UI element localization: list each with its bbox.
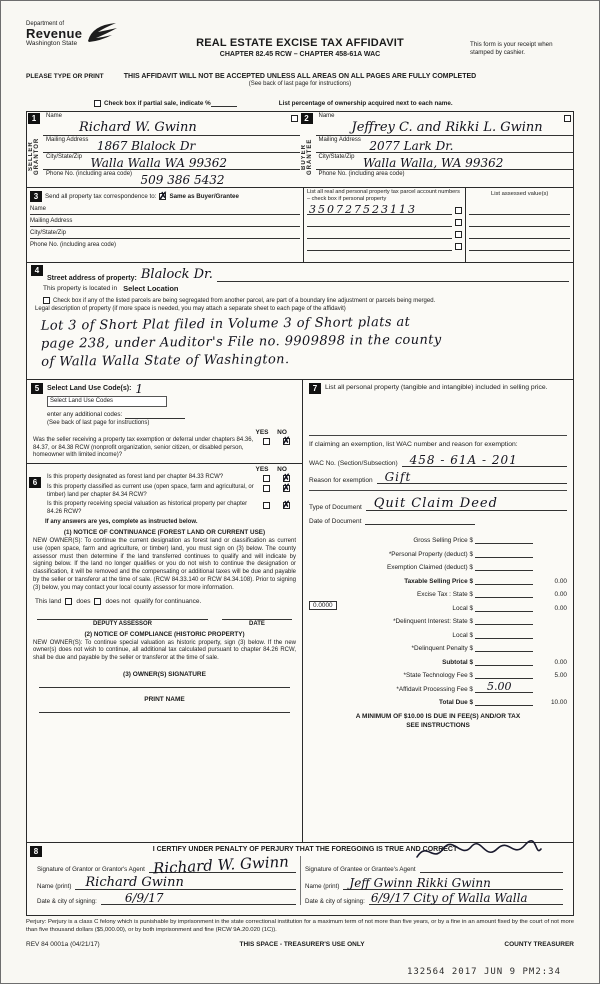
grantor-name-print-label: Name (print) (37, 883, 72, 890)
assessed-input-line-3[interactable] (469, 228, 570, 239)
grantee-name-line[interactable] (343, 876, 563, 890)
dept-line3: Washington State (26, 40, 78, 47)
fee-label: *State Technology Fee $ (403, 672, 473, 680)
section6-yesno-header (31, 466, 298, 473)
grantor-name-value: Richard Gwinn (85, 875, 184, 890)
legal-line-1: Lot 3 of Short Plat filed in Volume 3 of Short plats at (40, 314, 411, 334)
street-address-value: Blalock Dr. (140, 267, 213, 282)
fee-value: 0.00 (554, 577, 567, 585)
wac-row (309, 450, 567, 467)
additional-codes-line[interactable] (125, 411, 185, 419)
fee-value: 0.00 (554, 658, 567, 666)
current-use-question: Is this property classified as current use (open space, farm and agricultural, or timber) land per chapter 84.34 RCW? (47, 484, 254, 498)
doc-type-value: Quit Claim Deed (373, 495, 498, 511)
grantee-signature-label: Signature of Grantee or Grantee's Agent (305, 866, 416, 873)
deputy-assessor-label: DEPUTY ASSESSOR (37, 619, 208, 627)
segregated-label: Check box if any of the listed parcels are being segregated from another parcel, are part of a boundary line adjustment or parcels being merged. (53, 297, 436, 304)
fee-label: Gross Selling Price $ (413, 537, 473, 545)
fee-amount-line[interactable] (475, 533, 533, 544)
county-treasurer-label: COUNTY TREASURER (504, 940, 574, 948)
grantee-name-row (305, 873, 563, 890)
buyer-csz-label: City/State/Zip (318, 154, 355, 160)
fee-row-affidavit-processing-fee (309, 679, 567, 693)
print-name-line[interactable] (39, 703, 290, 713)
street-address-line[interactable] (217, 268, 569, 282)
fee-row-personal-property (309, 544, 567, 558)
check-mark: ✗ (158, 190, 168, 202)
same-as-buyer-label: Same as Buyer/Grantee (169, 193, 239, 200)
grantor-name-line[interactable] (75, 876, 296, 890)
form-header (26, 17, 574, 73)
acceptance-warning: THIS AFFIDAVIT WILL NOT BE ACCEPTED UNLESS ALL AREAS ON ALL PAGES ARE FULLY COMPLETED (123, 73, 477, 80)
buyer-address-row (316, 136, 574, 153)
seller-box (26, 111, 301, 188)
historic-row (31, 500, 298, 517)
grantor-date-row (37, 890, 296, 905)
seller-csz-label: City/State/Zip (46, 154, 83, 160)
parcel-numbers-header: List all real and personal property tax parcel account numbers – check box if personal property (306, 189, 460, 202)
does-not-label: does not (105, 597, 131, 605)
buyer-address-value: 2077 Lark Dr. (369, 139, 454, 153)
check-mark: ✗ (282, 435, 291, 447)
section3-badge: 3 (30, 191, 42, 202)
buyer-phone-row (316, 170, 574, 187)
seller-name-value: Richard W. Gwinn (79, 120, 197, 135)
left-column (27, 380, 302, 842)
fee-value: 0.00 (554, 591, 567, 599)
check-mark: ✗ (282, 472, 291, 484)
legal-description-value (31, 313, 570, 373)
receipt-note: This form is your receipt when stamped by cashier. (470, 41, 553, 57)
fee-label: Local $ (452, 604, 473, 612)
seller-side-label: SELLER GRANTOR (28, 137, 40, 176)
grantee-date-line[interactable] (369, 891, 563, 905)
current-use-row (31, 483, 298, 500)
section5-badge: 5 (31, 383, 43, 394)
certify-statement: I CERTIFY UNDER PENALTY OF PERJURY THAT THE FOREGOING IS TRUE AND CORRECT (152, 846, 458, 853)
section6-badge: 6 (29, 477, 41, 488)
see-back-note: (See back of last page for instructions) (248, 81, 352, 87)
section5-see-back: (See back of last page for instructions) (47, 420, 150, 426)
wac-value: 458 - 61A - 201 (409, 452, 518, 467)
fee-amount-line[interactable] (475, 560, 533, 571)
buyer-ownership-percentage-checkbox[interactable] (564, 115, 571, 122)
dor-logo (26, 21, 120, 47)
seller-csz-value: Walla Walla WA 99362 (90, 156, 228, 170)
minimum-fee-note: A MINIMUM OF $10.00 IS DUE IN FEE(S) AND/OR TAX (355, 713, 521, 721)
fee-amount-line[interactable] (475, 679, 533, 693)
grantor-date-line[interactable] (101, 891, 296, 905)
street-address-label: Street address of property: (47, 275, 137, 282)
reason-value: Gift (384, 469, 412, 484)
fee-value: 0.00 (554, 604, 567, 612)
grantee-date-value: 6/9/17 City of Walla Walla (370, 891, 528, 905)
property-location-row (31, 282, 569, 295)
corr-phone-label: Phone No. (including area code) (30, 242, 117, 248)
grantor-signature-value: Richard W. Gwinn (152, 852, 290, 878)
parcel-numbers-column (303, 188, 465, 262)
fee-row-exemption-claimed (309, 558, 567, 572)
no-header: NO (277, 466, 287, 473)
doc-date-label: Date of Document (309, 517, 362, 525)
notice1-title: (1) NOTICE OF CONTINUANCE (FOREST LAND OR CURRENT USE) (63, 529, 266, 536)
processing-fee-handwritten-value: 5.00 (487, 679, 512, 693)
fee-label: Exemption Claimed (deduct) $ (387, 564, 473, 572)
reason-row (309, 467, 567, 484)
yes-header: YES (255, 466, 269, 473)
partial-sale-checkbox[interactable] (94, 100, 101, 107)
treasurer-space-label: THIS SPACE - TREASURER'S USE ONLY (239, 940, 365, 948)
personal-property-checkbox-1[interactable] (455, 207, 462, 214)
continuance-row (31, 598, 298, 605)
doc-type-input-line[interactable] (366, 496, 567, 511)
buyer-box (300, 111, 575, 188)
this-land-label: This land (35, 597, 62, 605)
fee-row-gross (309, 531, 567, 545)
land-use-code-value: 1 (135, 381, 144, 396)
segregated-row (31, 295, 569, 306)
form-chapter: CHAPTER 82.45 RCW – CHAPTER 458-61A WAC (219, 51, 381, 58)
qualify-label: qualify for continuance. (134, 597, 202, 605)
notice1-body: NEW OWNER(S): To continue the current designation as forest land or classification as current use (open space, farm and agriculture, or timber) land, you must sign on (3) below. The county assessor must then determine if the land transferred continues to qualify and will indicate by signing below. If the land no longer qualifies or you do not wish to continue the designation or classification, it will be removed and the compensating or additional taxes will be due and payable by the seller or transferor at the time of sale. (RCW 84.33.140 or RCW 84.34.108). Prior to signing (3) below, you may contact your local county assessor for more information. (33, 538, 296, 591)
tax-correspondence-section (26, 187, 574, 263)
street-address-row (31, 265, 569, 282)
treasurer-received-stamp: 132564 2017 JUN 9 PM2:34 (406, 967, 561, 977)
corr-csz-row[interactable] (30, 227, 300, 239)
personal-property-row (309, 383, 567, 394)
fee-table (309, 531, 567, 707)
fee-row-taxable (309, 571, 567, 585)
parcel-row-1 (307, 203, 462, 215)
seller-phone-label: Phone No. (including area code) (46, 171, 133, 177)
fee-row-excise-state (309, 585, 567, 599)
dept-line1: Department of (26, 21, 65, 27)
fee-amount-line[interactable] (475, 547, 533, 558)
forest-land-question: Is this property designated as forest land per chapter 84.33 RCW? (47, 474, 224, 480)
parcel-row-2 (307, 215, 462, 227)
assessed-values-column (465, 188, 573, 262)
yes-header: YES (255, 429, 269, 436)
fee-value: 5.00 (554, 672, 567, 680)
section4-badge: 4 (31, 265, 43, 276)
buyer-csz-value: Walla Walla, WA 99362 (362, 156, 504, 170)
fee-label: *Delinquent Penalty $ (411, 645, 473, 653)
parcel-row-3 (307, 227, 462, 239)
forest-no-checkbox[interactable] (282, 472, 291, 484)
see-instructions-note: SEE INSTRUCTIONS (406, 722, 470, 730)
property-location-label: This property is located in (43, 285, 118, 292)
deputy-assessor-row (31, 619, 298, 627)
doc-type-label: Type of Document (309, 503, 362, 511)
no-header: NO (277, 429, 287, 436)
fee-label: Excise Tax : State $ (416, 591, 473, 599)
corr-name-label: Name (30, 206, 47, 212)
personal-property-blank-area[interactable] (309, 394, 567, 432)
grantor-name-row (37, 873, 296, 890)
grantor-column (33, 852, 300, 905)
deferral-question-row (31, 436, 298, 461)
property-location-dropdown[interactable]: Select Location (123, 284, 179, 293)
personal-property-label: List all personal property (tangible and intangible) included in selling price. (325, 384, 548, 391)
grantor-date-value: 6/9/17 (124, 891, 164, 905)
buyer-side-label: BUYER GRANTEE (300, 138, 313, 175)
land-use-code-label: Select Land Use Code(s): (47, 385, 132, 392)
additional-codes-row (31, 409, 298, 420)
parcel-input-line-2[interactable] (307, 216, 452, 227)
exemption-label: If claiming an exemption, list WAC number and reason for exemption: (309, 441, 518, 448)
additional-codes-label: enter any additional codes: (47, 411, 123, 418)
grantee-column (300, 856, 567, 905)
segregated-checkbox[interactable] (43, 297, 50, 304)
fee-amount-line[interactable] (475, 655, 533, 666)
fee-row-delinquent-penalty (309, 639, 567, 653)
grantee-date-label: Date & city of signing: (305, 898, 365, 905)
section1-badge: 1 (28, 113, 40, 124)
assessed-input-line-1[interactable] (469, 204, 570, 215)
notice-band (26, 73, 574, 97)
historic-checkboxes (256, 501, 296, 509)
fee-amount-line[interactable] (475, 641, 533, 652)
does-label: does (76, 597, 91, 605)
fee-value: 10.00 (551, 699, 567, 707)
fee-row-delinquent-interest-local (309, 625, 567, 639)
land-use-codes-dropdown[interactable]: Select Land Use Codes (47, 396, 167, 407)
notice2-title: (2) NOTICE OF COMPLIANCE (HISTORIC PROPERTY) (84, 630, 245, 638)
send-correspondence-row (30, 190, 300, 203)
deferral-question: Was the seller receiving a property tax exemption or deferral under chapters 84.36, 84.37, or 84.38 RCW (nonprofit organization, senior citizen, or disabled person, homeowner with limited income)? (33, 437, 254, 458)
buyer-phone-label: Phone No. (including area code) (318, 171, 405, 177)
does-checkbox[interactable] (65, 598, 72, 605)
dept-line2: Revenue (26, 26, 83, 41)
owners-signature-line[interactable] (39, 678, 290, 688)
historic-no-checkbox[interactable] (282, 499, 291, 511)
legal-line-3: of Walla Walla State of Washington. (41, 352, 290, 370)
ownership-note: List percentage of ownership acquired next to each name. (278, 99, 453, 107)
assessed-input-line-2[interactable] (469, 216, 570, 227)
reason-input-line[interactable] (377, 469, 567, 484)
fee-amount-line[interactable] (475, 601, 533, 612)
grantee-name-print-label: Name (print) (305, 883, 340, 890)
parties-section (26, 111, 574, 188)
fee-amount-line[interactable] (475, 574, 533, 585)
owners-signature-caption: (3) OWNER(S) SIGNATURE (123, 670, 206, 678)
fee-amount-line[interactable] (475, 695, 533, 706)
footer-row (26, 941, 574, 948)
title-block (116, 37, 484, 58)
assessed-row-1 (469, 203, 570, 215)
seller-name-label: Name (46, 113, 63, 119)
buyer-name-label: Name (318, 113, 335, 119)
section5-yesno-header (31, 429, 298, 436)
fee-row-delinquent-interest-state (309, 612, 567, 626)
seller-csz-row (43, 153, 300, 170)
section7-badge: 7 (309, 383, 321, 394)
seller-name-row (43, 112, 300, 136)
assessed-row-4 (469, 239, 570, 251)
seller-phone-value: 509 386 5432 (140, 173, 225, 187)
form-number: REV 84 0001a (04/21/17) (26, 940, 100, 948)
partial-sale-percent-line[interactable] (211, 99, 237, 107)
parcel-input-line-3[interactable] (307, 228, 452, 239)
doc-date-input-line[interactable] (365, 510, 475, 525)
grantee-signature-row (305, 856, 563, 873)
personal-property-checkbox-4[interactable] (455, 243, 462, 250)
assessed-input-line-4[interactable] (469, 240, 570, 251)
fee-label: Taxable Selling Price $ (404, 577, 473, 585)
notice2-body: NEW OWNER(S): To continue special valuation as historic property, sign (3) below. If the new owner(s) does not wish to continue, all additional tax calculated pursuant to chapter 84.26 RCW, shall be due and payable by the seller or transferor at the time of sale. (33, 639, 296, 662)
seller-address-value: 1867 Blalock Dr (96, 139, 196, 153)
grantee-date-row (305, 890, 563, 905)
personal-property-checkbox-3[interactable] (455, 231, 462, 238)
local-rate-box: 0.0000 (309, 601, 337, 610)
dor-logo-text (26, 21, 82, 47)
deferral-checkboxes (256, 437, 296, 445)
deputy-date-label: DATE (222, 619, 292, 627)
divider (309, 490, 567, 491)
buyer-csz-row (316, 153, 574, 170)
current-use-yes-checkbox[interactable] (263, 485, 270, 492)
fee-amount-line[interactable] (475, 628, 533, 639)
fee-amount-line[interactable] (475, 614, 533, 625)
grantor-signature-row (37, 852, 296, 878)
personal-property-checkbox-2[interactable] (455, 219, 462, 226)
fee-row-subtotal (309, 652, 567, 666)
fee-row-total-due (309, 693, 567, 707)
same-as-buyer-checkbox[interactable] (158, 190, 168, 202)
buyer-name-row (316, 112, 574, 136)
partial-sale-row (26, 97, 574, 109)
current-use-no-checkbox[interactable] (282, 482, 291, 494)
middle-sections (26, 379, 574, 843)
assessed-values-header: List assessed value(s) (491, 191, 549, 197)
historic-yes-checkbox[interactable] (263, 502, 270, 509)
divider (309, 435, 567, 436)
wac-input-line[interactable] (402, 452, 567, 467)
reason-label: Reason for exemption (309, 476, 373, 484)
property-section (26, 262, 574, 380)
fee-amount-line[interactable] (475, 587, 533, 598)
corr-csz-label: City/State/Zip (30, 230, 67, 236)
fee-row-state-technology-fee (309, 666, 567, 680)
fee-label: Subtotal $ (442, 658, 473, 666)
grantee-signature-line[interactable] (420, 859, 563, 873)
legal-description-label: Legal description of property (if more space is needed, you may attach a separate sheet to each page of the affidavit) (35, 306, 346, 312)
deferral-no-checkbox[interactable] (282, 435, 291, 447)
parcel-row-4 (307, 239, 462, 251)
doc-type-row (309, 494, 567, 511)
section2-badge: 2 (301, 113, 313, 124)
seller-address-label: Mailing Address (46, 137, 89, 143)
grantor-signature-label: Signature of Grantor or Grantor's Agent (37, 866, 145, 873)
signature-columns (33, 852, 567, 905)
grantee-name-value: Jeff Gwinn Rikki Gwinn (349, 876, 491, 890)
land-use-section (27, 380, 302, 464)
corr-address-row[interactable] (30, 215, 300, 227)
partial-sale-label: Check box if partial sale, indicate % (104, 99, 211, 107)
does-not-checkbox[interactable] (94, 598, 101, 605)
seller-ownership-percentage-checkbox[interactable] (291, 115, 298, 122)
corr-address-label: Mailing Address (30, 218, 73, 224)
perjury-statement: Perjury: Perjury is a class C felony which is punishable by imprisonment in the state correctional institution for a maximum term of not more than five years, or by a fine in an amount fixed by the court of not more than five thousand dollars ($5,000.00), or by both imprisonment and fine (RCW 9A.20.020 (1C)). (26, 919, 574, 933)
assessed-row-3 (469, 227, 570, 239)
send-correspondence-label: Send all property tax correspondence to: (45, 193, 157, 200)
fee-row-excise-local (309, 598, 567, 612)
check-mark: ✗ (282, 482, 291, 494)
buyer-address-label: Mailing Address (318, 137, 361, 143)
assessed-row-2 (469, 215, 570, 227)
forest-land-row (31, 473, 298, 483)
current-use-checkboxes (256, 484, 296, 492)
wac-label: WAC No. (Section/Subsection) (309, 459, 398, 467)
seller-address-row (43, 136, 300, 153)
corr-phone-row[interactable] (30, 239, 300, 251)
seller-phone-row (43, 170, 300, 187)
fee-amount-line[interactable] (475, 668, 533, 679)
fee-label: *Delinquent Interest: State $ (393, 618, 473, 626)
selling-price-section (302, 380, 573, 842)
fee-label: *Affidavit Processing Fee $ (396, 685, 473, 693)
fee-label: Local $ (452, 631, 473, 639)
fee-label: Total Due $ (439, 699, 473, 707)
corr-name-row[interactable] (30, 203, 300, 215)
forest-yes-checkbox[interactable] (263, 475, 270, 482)
section8-badge: 8 (30, 846, 42, 857)
parcel-input-line-1[interactable] (307, 204, 452, 215)
deferral-yes-checkbox[interactable] (263, 438, 270, 445)
fee-label: *Personal Property (deduct) $ (388, 550, 473, 558)
legal-line-2: page 238, under Auditor's File no. 9909898 in the county (40, 332, 442, 352)
certification-section (26, 842, 574, 916)
type-or-print-label: PLEASE TYPE OR PRINT (26, 73, 104, 80)
grantor-date-label: Date & city of signing: (37, 898, 97, 905)
forest-land-checkboxes (256, 474, 296, 482)
grantor-signature-line[interactable] (149, 852, 296, 878)
parcel-input-line-4[interactable] (307, 240, 452, 251)
print-name-caption: PRINT NAME (144, 695, 185, 703)
buyer-name-value: Jeffrey C. and Rikki L. Gwinn (351, 120, 543, 135)
check-mark: ✗ (282, 499, 291, 511)
if-yes-note: If any answers are yes, complete as instructed below. (45, 519, 198, 525)
form-title: REAL ESTATE EXCISE TAX AFFIDAVIT (196, 37, 404, 49)
doc-date-row (309, 511, 567, 525)
correspondence-column (27, 188, 303, 262)
historic-question: Is this property receiving special valuation as historical property per chapter 84.26 RCW? (47, 501, 248, 515)
parcel-number-value: 350727523113 (308, 202, 417, 216)
land-use-code-row (31, 382, 298, 395)
designation-section (27, 464, 302, 842)
